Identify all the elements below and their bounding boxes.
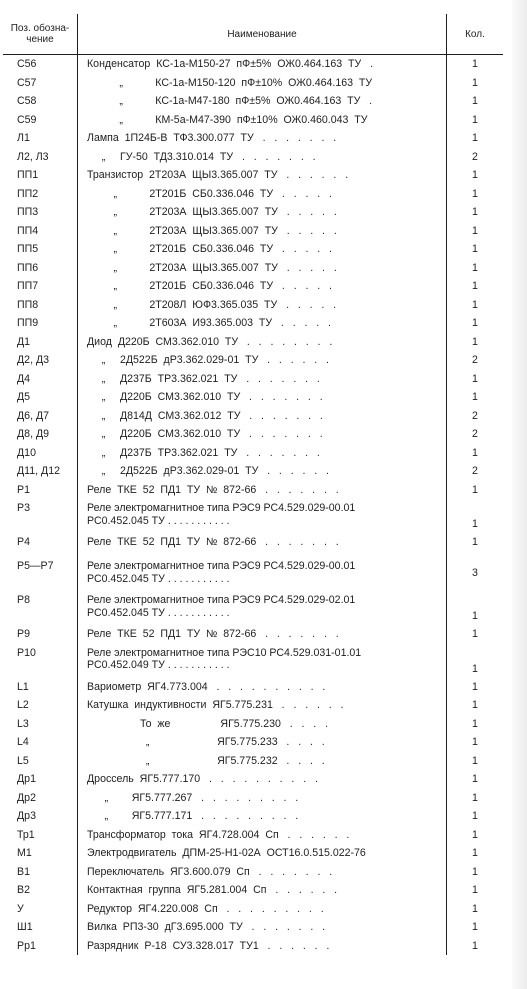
parts-table [3, 14, 503, 955]
position-cell: L3 [17, 717, 29, 730]
table-row [3, 203, 503, 222]
name-cell: Реле ТКЕ 52 ПД1 ТУ № 872-66 . . . . . . . [78, 625, 447, 644]
name-cell: „ КС-1а-М47-180 пФ±5% ОЖ0.464.163 ТУ . [78, 92, 447, 111]
table-row [3, 789, 503, 808]
name-cell: Диод Д220Б СМ3.362.010 ТУ . . . . . . . . [78, 333, 447, 352]
column-header-quantity: Кол. [447, 14, 504, 55]
position-cell: Р4 [17, 536, 30, 548]
position-cell: L5 [17, 754, 29, 767]
table-row [3, 937, 503, 956]
quantity-cell: 1 [472, 773, 478, 785]
name-cell: Конденсатор КС-1а-М150-27 пФ±5% ОЖ0.464.163 ТУ . [78, 55, 447, 74]
position-cell: Др2 [17, 791, 36, 804]
name-cell: Редуктор ЯГ4.220.008 Сп . . . . . . . . . [78, 900, 447, 919]
position-cell: С58 [17, 95, 37, 107]
table-row [3, 148, 503, 167]
quantity-cell: 1 [472, 865, 478, 878]
position-cell: L1 [17, 680, 29, 693]
position-cell: ПП8 [17, 298, 39, 311]
quantity-cell: 1 [472, 828, 478, 841]
table-row [3, 900, 503, 919]
name-cell: Реле электромагнитное типа РЭС10 РС4.529.031-01.01 РС0.452.049 ТУ . . . . . . . . . . . [78, 644, 447, 678]
name-cell: Вилка РП3-30 дГ3.695.000 ТУ . . . . . . . [78, 918, 447, 937]
quantity-cell: 1 [472, 699, 478, 711]
name-cell: „ ЯГ5.775.232 . . . . [78, 752, 447, 771]
quantity-cell: 1 [472, 187, 478, 200]
table-row [3, 591, 503, 625]
position-cell: Р9 [17, 628, 30, 640]
position-cell: Др1 [17, 773, 36, 785]
quantity-cell: 2 [472, 465, 478, 477]
quantity-cell: 1 [472, 680, 478, 693]
position-cell: L4 [17, 736, 29, 748]
table-row [3, 696, 503, 715]
position-cell: Р10 [17, 646, 36, 659]
quantity-cell: 1 [472, 206, 478, 218]
position-cell: С59 [17, 113, 37, 126]
position-cell: С57 [17, 76, 37, 89]
table-row [3, 807, 503, 826]
quantity-cell: 1 [472, 717, 478, 730]
position-cell: Тр1 [17, 828, 35, 841]
position-cell: Д4 [17, 372, 31, 385]
position-cell: Д10 [17, 446, 36, 459]
table-row [3, 333, 503, 352]
name-cell: „ Д220Б СМ3.362.010 ТУ . . . . . . . [78, 388, 447, 407]
position-cell: ПП3 [17, 206, 39, 218]
table-row [3, 644, 503, 678]
table-row [3, 481, 503, 500]
position-cell: Д1 [17, 335, 31, 348]
position-cell: В2 [17, 884, 30, 896]
table-row [3, 55, 503, 74]
table-row [3, 111, 503, 130]
name-cell: „ 2Т203А ЩЫ3.365.007 ТУ . . . . . [78, 203, 447, 222]
name-cell: „ Д237Б ТР3.362.021 ТУ . . . . . . . [78, 370, 447, 389]
position-cell: Д11, Д12 [17, 465, 61, 477]
quantity-cell: 2 [472, 428, 478, 440]
position-cell: ПП6 [17, 261, 39, 274]
position-cell: У [17, 902, 24, 915]
table-row [3, 222, 503, 241]
table-row [3, 444, 503, 463]
column-header-position: Поз. обозна-чение [3, 14, 78, 55]
quantity-cell: 1 [472, 921, 478, 933]
quantity-cell: 2 [472, 150, 478, 163]
name-cell: Дроссель ЯГ5.777.170 . . . . . . . . . . [78, 770, 447, 789]
quantity-cell: 1 [472, 791, 478, 804]
name-cell: Реле ТКЕ 52 ПД1 ТУ № 872-66 . . . . . . . [78, 533, 447, 557]
position-cell: С56 [17, 58, 37, 70]
quantity-cell: 1 [472, 902, 478, 915]
position-cell: Д2, Д3 [17, 354, 50, 366]
quantity-cell: 1 [472, 754, 478, 767]
position-cell: Д6, Д7 [17, 409, 50, 422]
table-row [3, 166, 503, 185]
quantity-cell: 1 [472, 391, 478, 403]
name-cell: „ Д237Б ТР3.362.021 ТУ . . . . . . . [78, 444, 447, 463]
page-edge-shadow [512, 0, 527, 989]
quantity-cell: 1 [472, 736, 478, 748]
quantity-cell: 1 [472, 536, 478, 548]
quantity-cell: 1 [472, 169, 478, 181]
table-row [3, 715, 503, 734]
quantity-cell: 1 [472, 939, 478, 952]
quantity-cell: 1 [472, 298, 478, 311]
table-row [3, 863, 503, 882]
position-cell: ПП7 [17, 280, 39, 292]
quantity-cell: 1 [472, 372, 478, 385]
name-cell: Лампа 1П24Б-В ТФ3.300.077 ТУ . . . . . . . [78, 129, 447, 148]
position-cell: Р3 [17, 502, 30, 514]
position-cell: L2 [17, 699, 29, 711]
name-cell: Транзистор 2Т203А ЩЫ3.365.007 ТУ . . . . . . [78, 166, 447, 185]
table-row [3, 129, 503, 148]
name-cell: „ 2Т603А И93.365.003 ТУ . . . . . [78, 314, 447, 333]
table-row [3, 185, 503, 204]
position-cell: В1 [17, 865, 30, 878]
quantity-cell: 1 [472, 76, 478, 89]
quantity-cell: 1 [472, 518, 478, 531]
name-cell: Переключатель ЯГ3.600.079 Сп . . . . . . . [78, 863, 447, 882]
table-row [3, 844, 503, 863]
name-cell: Реле ТКЕ 52 ПД1 ТУ № 872-66 . . . . . . . [78, 481, 447, 500]
quantity-cell: 1 [472, 628, 478, 640]
table-row [3, 678, 503, 697]
quantity-cell: 1 [472, 810, 478, 822]
name-cell: Контактная группа ЯГ5.281.004 Сп . . . . . . [78, 881, 447, 900]
table-row [3, 733, 503, 752]
name-cell: Катушка индуктивности ЯГ5.775.231 . . . . . . [78, 696, 447, 715]
name-cell: „ 2Т203А ЩЫ3.365.007 ТУ . . . . . [78, 259, 447, 278]
name-cell: Реле электромагнитное типа РЭС9 РС4.529.029-00.01 РС0.452.045 ТУ . . . . . . . . . . . [78, 557, 447, 591]
name-cell: „ КС-1а-М150-120 пФ±10% ОЖ0.464.163 ТУ [78, 74, 447, 93]
quantity-cell: 1 [472, 261, 478, 274]
name-cell: Реле электромагнитное типа РЭС9 РС4.529.029-00.01 РС0.452.045 ТУ . . . . . . . . . . . [78, 499, 447, 533]
position-cell: Д8, Д9 [17, 428, 50, 440]
name-cell: „ 2Т201Б СБ0.336.046 ТУ . . . . . [78, 185, 447, 204]
quantity-cell: 1 [472, 280, 478, 292]
table-row [3, 557, 503, 591]
name-cell: „ КМ-5а-М47-390 пФ±10% ОЖ0.460.043 ТУ [78, 111, 447, 130]
position-cell: Ш1 [17, 921, 33, 933]
name-cell: То же ЯГ5.775.230 . . . . [78, 715, 447, 734]
quantity-cell: 1 [472, 95, 478, 107]
table-row [3, 533, 503, 557]
position-cell: ПП5 [17, 243, 39, 255]
quantity-cell: 1 [472, 224, 478, 237]
name-cell: Разрядник Р-18 СУ3.328.017 ТУ1 . . . . . . [78, 937, 447, 956]
name-cell: „ 2Д522Б дР3.362.029-01 ТУ . . . . . . [78, 462, 447, 481]
quantity-cell: 3 [472, 566, 478, 579]
table-row [3, 499, 503, 533]
position-cell: М1 [17, 847, 32, 859]
position-cell: ПП4 [17, 224, 39, 237]
name-cell: Вариометр ЯГ4.773.004 . . . . . . . . . . [78, 678, 447, 697]
name-cell: „ 2Д522Б дР3.362.029-01 ТУ . . . . . . [78, 351, 447, 370]
name-cell: „ 2Т208Л ЮФ3.365.035 ТУ . . . . . [78, 296, 447, 315]
quantity-cell: 1 [472, 132, 478, 144]
table-row [3, 277, 503, 296]
position-cell: Л1 [17, 132, 30, 144]
name-cell: „ ГУ-50 ТД3.310.014 ТУ . . . . . . . [78, 148, 447, 167]
name-cell: „ 2Т201Б СБ0.336.046 ТУ . . . . . [78, 277, 447, 296]
quantity-cell: 1 [472, 446, 478, 459]
table-row [3, 425, 503, 444]
name-cell: Электродвигатель ДПМ-25-Н1-02А ОСТ16.0.515.022-76 [78, 844, 447, 863]
name-cell: „ Д814Д СМ3.362.012 ТУ . . . . . . . [78, 407, 447, 426]
position-cell: Др3 [17, 810, 36, 822]
quantity-cell: 1 [472, 884, 478, 896]
table-row [3, 296, 503, 315]
name-cell: „ ЯГ5.777.267 . . . . . . . . . [78, 789, 447, 808]
table-row [3, 240, 503, 259]
table-row [3, 351, 503, 370]
name-cell: „ ЯГ5.775.233 . . . . [78, 733, 447, 752]
name-cell: Реле электромагнитное типа РЭС9 РС4.529.029-02.01 РС0.452.045 ТУ . . . . . . . . . . . [78, 591, 447, 625]
table-row [3, 752, 503, 771]
quantity-cell: 2 [472, 354, 478, 366]
table-row [3, 881, 503, 900]
quantity-cell: 1 [472, 113, 478, 126]
quantity-cell: 1 [472, 847, 478, 859]
table-row [3, 770, 503, 789]
quantity-cell: 1 [472, 58, 478, 70]
quantity-cell: 1 [472, 662, 478, 675]
quantity-cell: 1 [472, 243, 478, 255]
position-cell: ПП1 [17, 169, 39, 181]
name-cell: „ 2Т201Б СБ0.336.046 ТУ . . . . . [78, 240, 447, 259]
table-row [3, 314, 503, 333]
table-header-row [3, 14, 503, 55]
position-cell: Л2, Л3 [17, 150, 49, 163]
table-row [3, 918, 503, 937]
table-row [3, 388, 503, 407]
name-cell: „ Д220Б СМ3.362.010 ТУ . . . . . . . [78, 425, 447, 444]
table-body [3, 55, 503, 956]
name-cell: „ ЯГ5.777.171 . . . . . . . . . [78, 807, 447, 826]
position-cell: Р5—Р7 [17, 560, 54, 572]
quantity-cell: 1 [472, 317, 478, 329]
column-header-name: Наименование [78, 14, 447, 55]
name-cell: Трансформатор тока ЯГ4.728.004 Сп . . . . . . [78, 826, 447, 845]
table-row [3, 407, 503, 426]
quantity-cell: 1 [472, 483, 478, 496]
position-cell: Р8 [17, 594, 30, 606]
table-row [3, 370, 503, 389]
table-row [3, 259, 503, 278]
position-cell: Рр1 [17, 939, 36, 952]
position-cell: ПП9 [17, 317, 39, 329]
quantity-cell: 1 [472, 335, 478, 348]
table-row [3, 625, 503, 644]
position-cell: Д5 [17, 391, 31, 403]
table-row [3, 462, 503, 481]
position-cell: ПП2 [17, 187, 39, 200]
table-row [3, 74, 503, 93]
position-cell: Р1 [17, 483, 30, 496]
quantity-cell: 2 [472, 409, 478, 422]
table-row [3, 826, 503, 845]
table-row [3, 92, 503, 111]
quantity-cell: 1 [472, 610, 478, 623]
name-cell: „ 2Т203А ЩЫ3.365.007 ТУ . . . . . [78, 222, 447, 241]
